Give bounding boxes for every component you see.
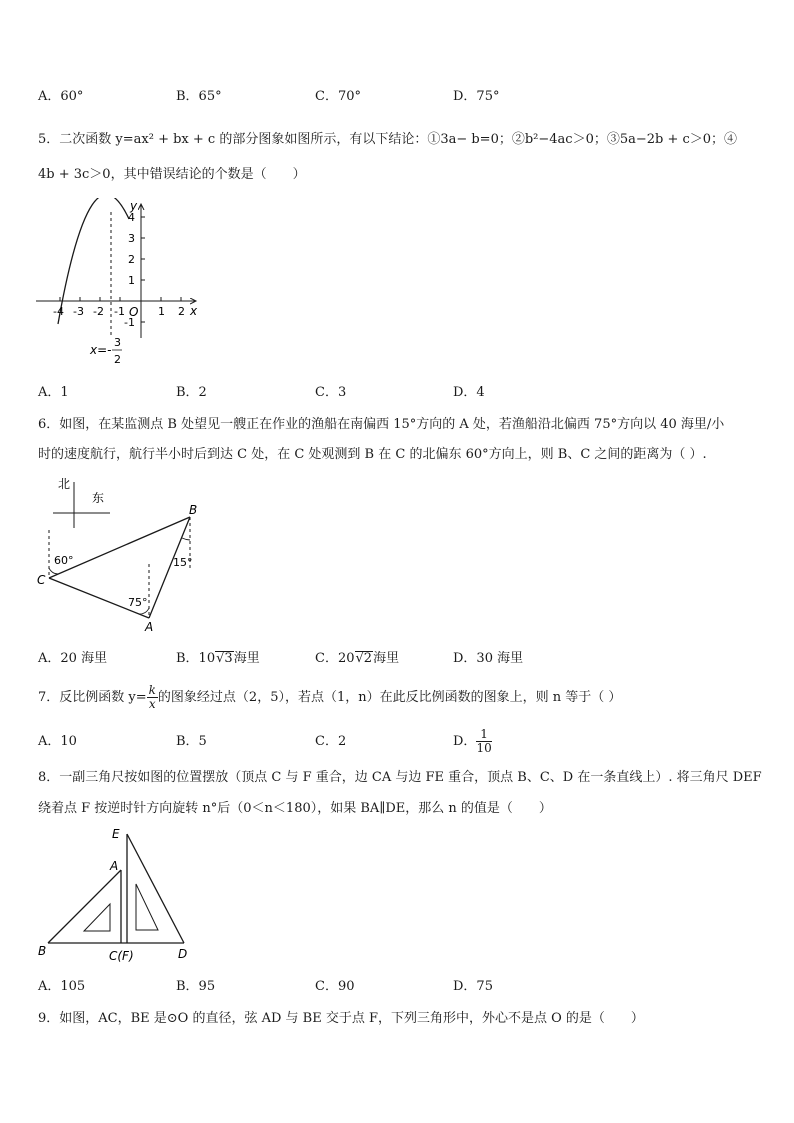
- q5-parabola-graph: [30, 198, 210, 370]
- q7-option-a: A．10: [38, 734, 77, 749]
- q7-option-d-prefix: D．: [453, 734, 477, 749]
- point-cf-label: C(F): [109, 949, 134, 963]
- q8-option-a: A．105: [38, 979, 86, 994]
- y-tick-label: 2: [128, 253, 135, 266]
- q6-stem-line2: 时的速度航行，航行半小时后到达 C 处，在 C 处观测到 B 在 C 的北偏东 60°方向上，则 B、C 之间的距离为（ ）.: [38, 447, 707, 462]
- q7-stem: [38, 684, 621, 712]
- q8-option-c: C．90: [315, 979, 355, 994]
- sqrt-symbol: √2: [355, 651, 373, 666]
- q5-option-c: C．3: [315, 385, 347, 400]
- axis-note-prefix: x=-: [90, 343, 112, 357]
- y-tick-label: 3: [128, 232, 135, 245]
- x-tick-label: 1: [158, 305, 165, 318]
- q6-option-c-suffix: 海里: [373, 651, 400, 666]
- q8-stem-line2: 绕着点 F 按逆时针方向旋转 n°后（0＜n＜180），如果 BA∥DE，那么 n 的值是（ ）: [38, 801, 552, 816]
- point-b-label: B: [189, 503, 198, 517]
- q6-navigation-figure: [32, 472, 204, 636]
- point-d-label: D: [178, 947, 188, 961]
- q7-fraction: [147, 684, 158, 711]
- y-axis-label: y: [130, 199, 138, 213]
- y-tick-label: 1: [128, 274, 135, 287]
- fraction-numerator: 1: [476, 728, 491, 742]
- y-tick-label: 4: [128, 211, 135, 224]
- q4-option-a: A．60°: [38, 89, 84, 104]
- q7-option-c: C．2: [315, 734, 347, 749]
- fraction-numerator: k: [148, 683, 156, 697]
- q6-option-d: D．30 海里: [453, 651, 524, 666]
- q6-option-c-prefix: C．20: [315, 651, 355, 666]
- q5-stem-line1: 5．二次函数 y=ax² + bx + c 的部分图象如图所示，有以下结论：①3a− b=0；②b²−4ac＞0；③5a−2b + c＞0；④: [38, 132, 738, 147]
- q4-option-b: B．65°: [176, 89, 222, 104]
- q6-option-c: [315, 650, 399, 668]
- sqrt-symbol: √3: [216, 651, 233, 666]
- q5-option-a: A．1: [38, 385, 69, 400]
- x-tick-label: -1: [114, 305, 125, 318]
- sqrt-radicand: 2: [363, 651, 373, 666]
- point-b-label: B: [38, 944, 47, 958]
- q8-option-d: D．75: [453, 979, 493, 994]
- q5-stem-line2: 4b + 3c＞0，其中错误结论的个数是（ ）: [38, 167, 306, 182]
- q6-option-a: A．20 海里: [38, 651, 108, 666]
- angle-75-label: 75°: [128, 596, 148, 609]
- y-tick-label: -1: [124, 316, 135, 329]
- q8-triangle-rulers-figure: [34, 824, 202, 966]
- axis-note-denominator: 2: [114, 353, 121, 366]
- q8-stem-line1: 8．一副三角尺按如图的位置摆放（顶点 C 与 F 重合，边 CA 与边 FE 重合，顶点 B、C、D 在一条直线上）. 将三角尺 DEF: [38, 770, 762, 785]
- q8-option-b: B．95: [176, 979, 216, 994]
- q7-option-d-fraction: [476, 728, 491, 755]
- axis-note-numerator: 3: [114, 336, 121, 349]
- x-axis-label: x: [190, 304, 198, 318]
- x-tick-label: 2: [178, 305, 185, 318]
- q4-option-d: D．75°: [453, 89, 500, 104]
- q4-option-c: C．70°: [315, 89, 361, 104]
- q6-option-b: [176, 650, 260, 668]
- sqrt-radicand: 3: [224, 651, 233, 666]
- point-a-label: A: [145, 620, 154, 634]
- fraction-denominator: x: [148, 697, 156, 711]
- q6-option-b-suffix: 海里: [233, 651, 260, 666]
- point-c-label: C: [37, 573, 46, 587]
- north-label: 北: [58, 477, 71, 491]
- point-a-label: A: [110, 859, 119, 873]
- q7-option-d: [453, 722, 492, 762]
- q7-stem-suffix: 的图象经过点（2，5），若点（1，n）在此反比例函数的图象上，则 n 等于（ ）: [157, 690, 622, 705]
- x-tick-label: -4: [53, 305, 64, 318]
- q6-stem-line1: 6．如图，在某监测点 B 处望见一艘正在作业的渔船在南偏西 15°方向的 A 处，若渔船沿北偏西 75°方向以 40 海里/小: [38, 417, 725, 432]
- point-e-label: E: [112, 827, 120, 841]
- x-tick-label: -2: [93, 305, 104, 318]
- q7-option-b: B．5: [176, 734, 207, 749]
- q5-option-d: D．4: [453, 385, 485, 400]
- fraction-denominator: 10: [476, 741, 492, 755]
- q7-stem-prefix: 7．反比例函数 y=: [38, 690, 147, 705]
- angle-15-label: 15°: [173, 556, 193, 569]
- q9-stem-line1: 9．如图，AC，BE 是⊙O 的直径，弦 AD 与 BE 交于点 F，下列三角形中，外心不是点 O 的是（ ）: [38, 1011, 644, 1026]
- origin-label: O: [129, 305, 139, 319]
- x-tick-label: -3: [73, 305, 84, 318]
- q6-option-b-prefix: B．10: [176, 651, 216, 666]
- q5-option-b: B．2: [176, 385, 207, 400]
- angle-60-label: 60°: [54, 554, 74, 567]
- east-label: 东: [92, 491, 105, 505]
